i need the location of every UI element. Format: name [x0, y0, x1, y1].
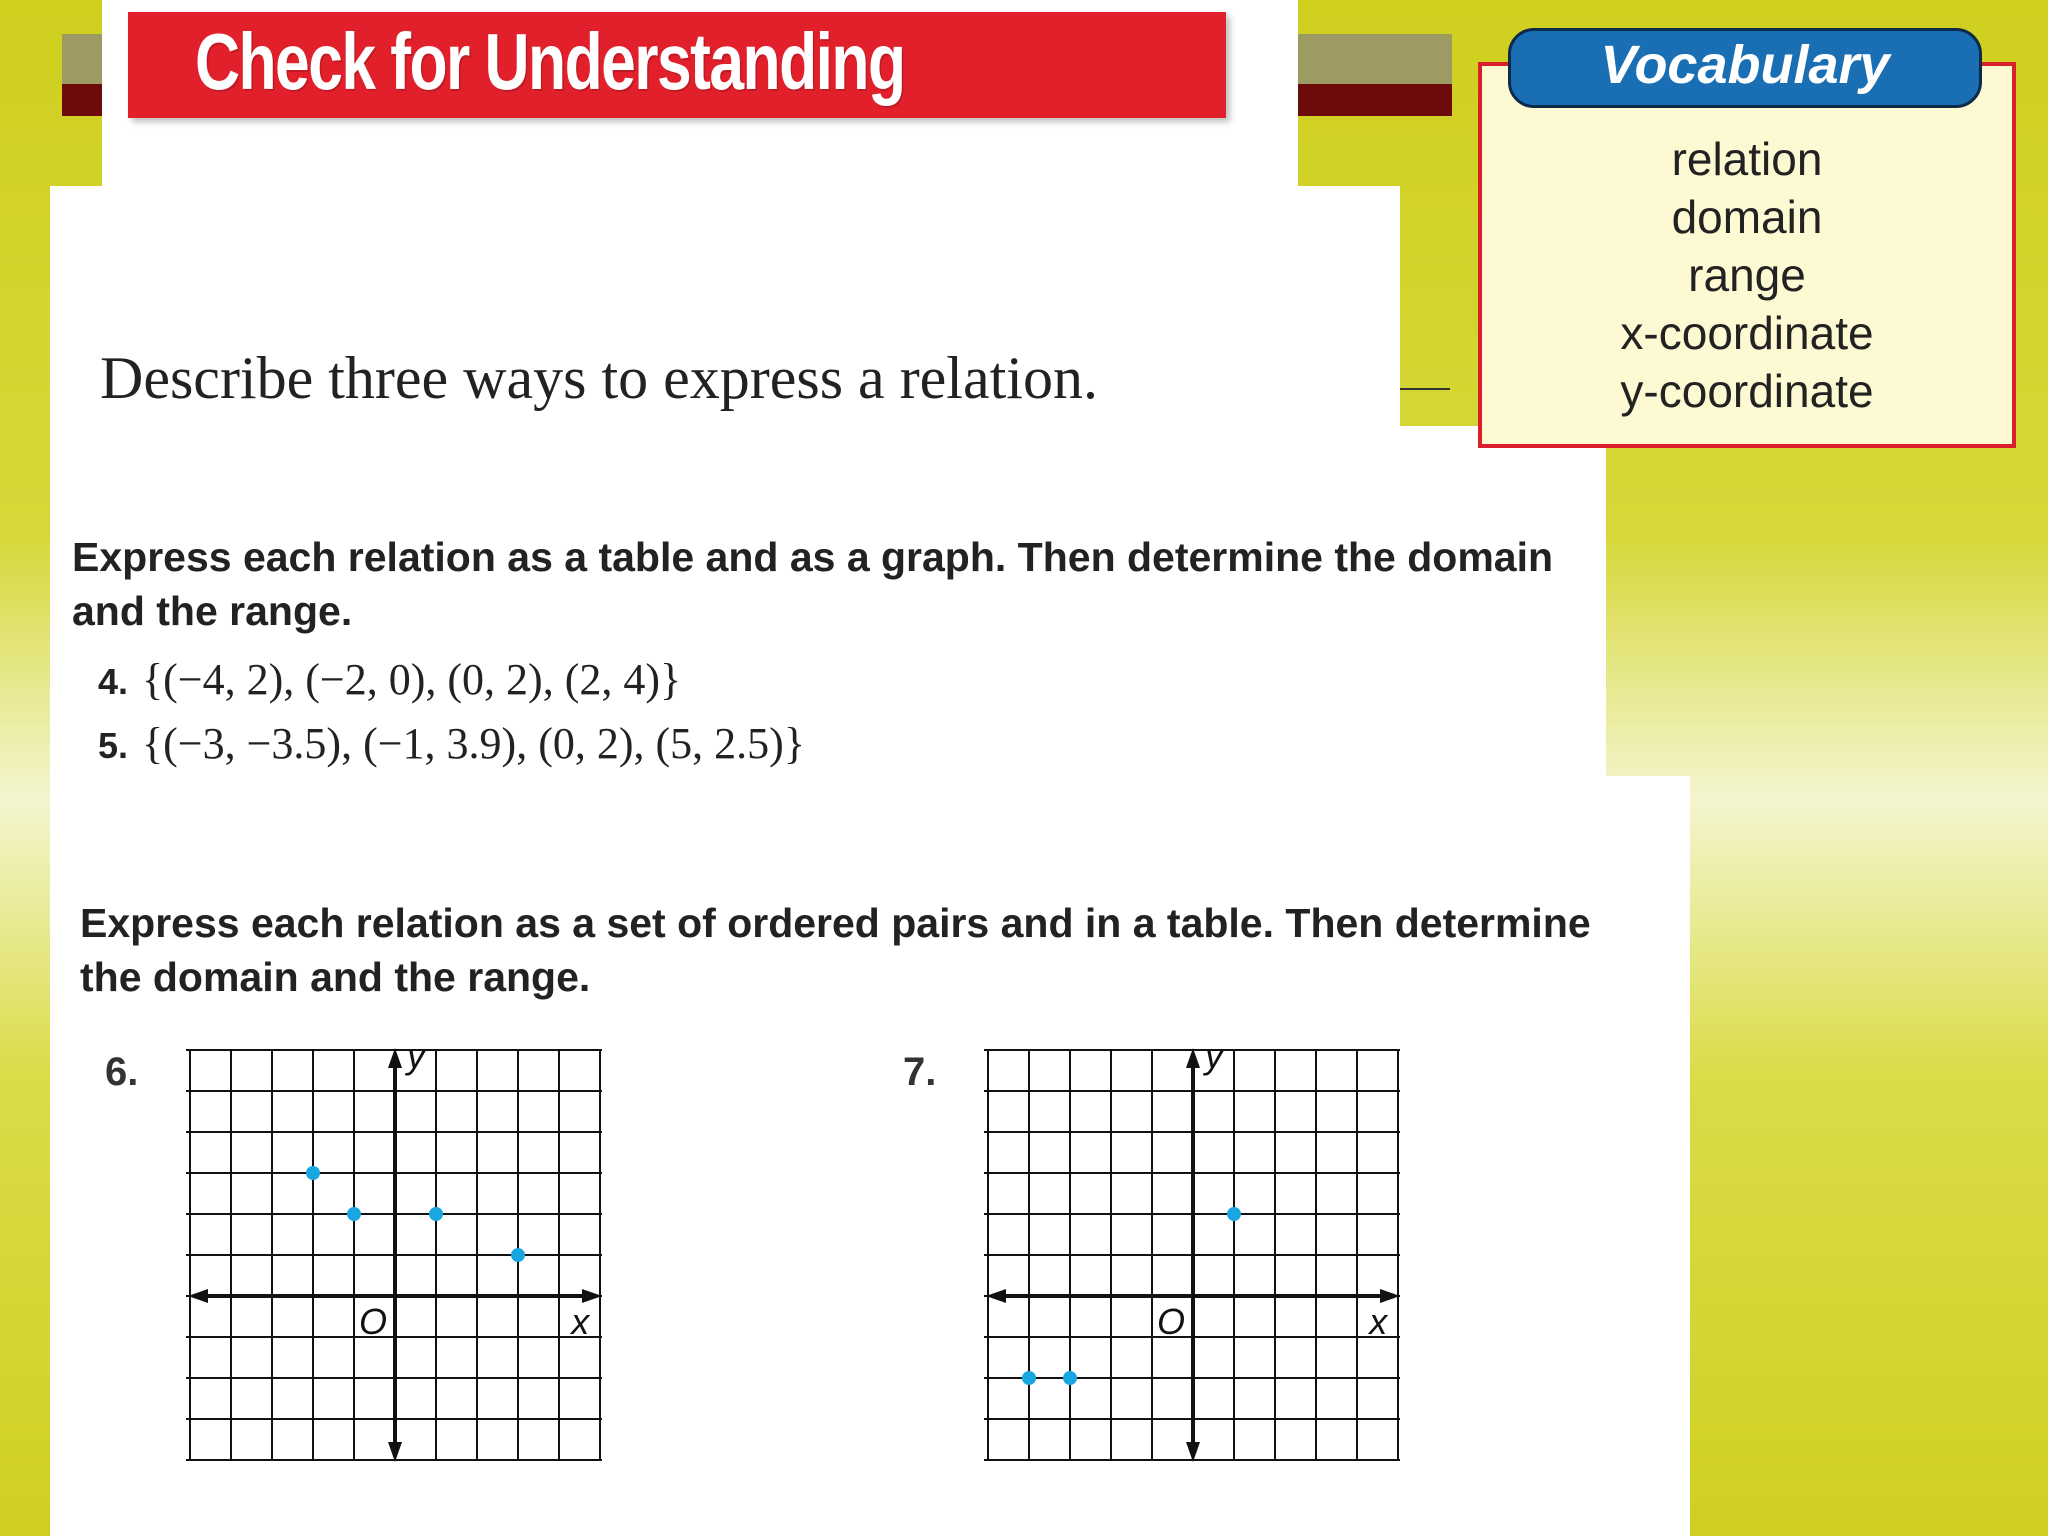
data-point — [1022, 1371, 1036, 1385]
graph-7-number: 7. — [903, 1050, 937, 1094]
problem-5 — [98, 718, 805, 769]
divider — [1400, 388, 1450, 390]
x-axis-label: x — [1369, 1301, 1388, 1342]
origin-label: O — [1157, 1301, 1186, 1342]
origin-label: O — [359, 1301, 388, 1342]
vocabulary-title: Vocabulary — [1600, 35, 1890, 95]
vocab-term: domain — [1671, 191, 1823, 243]
x-axis-label: x — [571, 1301, 590, 1342]
data-point — [1063, 1371, 1077, 1385]
problem-text: {(−3, −3.5), (−1, 3.9), (0, 2), (5, 2.5)} — [142, 719, 805, 768]
question-text: Describe three ways to express a relation. — [100, 345, 1098, 411]
vocabulary-list — [1490, 130, 2004, 420]
data-point — [1227, 1207, 1241, 1221]
y-axis-label: y — [1205, 1040, 1223, 1077]
graph-6-number: 6. — [105, 1050, 139, 1094]
data-point — [306, 1166, 320, 1180]
data-point — [347, 1207, 361, 1221]
problem-4 — [98, 654, 681, 705]
y-axis-label: y — [407, 1040, 425, 1077]
page-title: Check for Understanding — [195, 17, 905, 106]
problem-number: 5. — [98, 725, 129, 766]
instruction-text: Express each relation as a table and as a graph. Then determine the domain and the range. — [72, 534, 1554, 634]
coordinate-graph-6 — [182, 1040, 602, 1465]
vocab-term: x-coordinate — [1620, 307, 1874, 359]
vocab-term: relation — [1671, 133, 1823, 185]
instruction-text: Express each relation as a set of ordered pairs and in a table. Then determine the domain and the range. — [80, 900, 1591, 1000]
data-point — [429, 1207, 443, 1221]
vocab-term: range — [1688, 249, 1806, 301]
problem-text: {(−4, 2), (−2, 0), (0, 2), (2, 4)} — [142, 655, 682, 704]
data-point — [511, 1248, 525, 1262]
coordinate-graph-7 — [980, 1040, 1400, 1465]
problem-number: 4. — [98, 661, 129, 702]
vocab-term: y-coordinate — [1620, 365, 1874, 417]
